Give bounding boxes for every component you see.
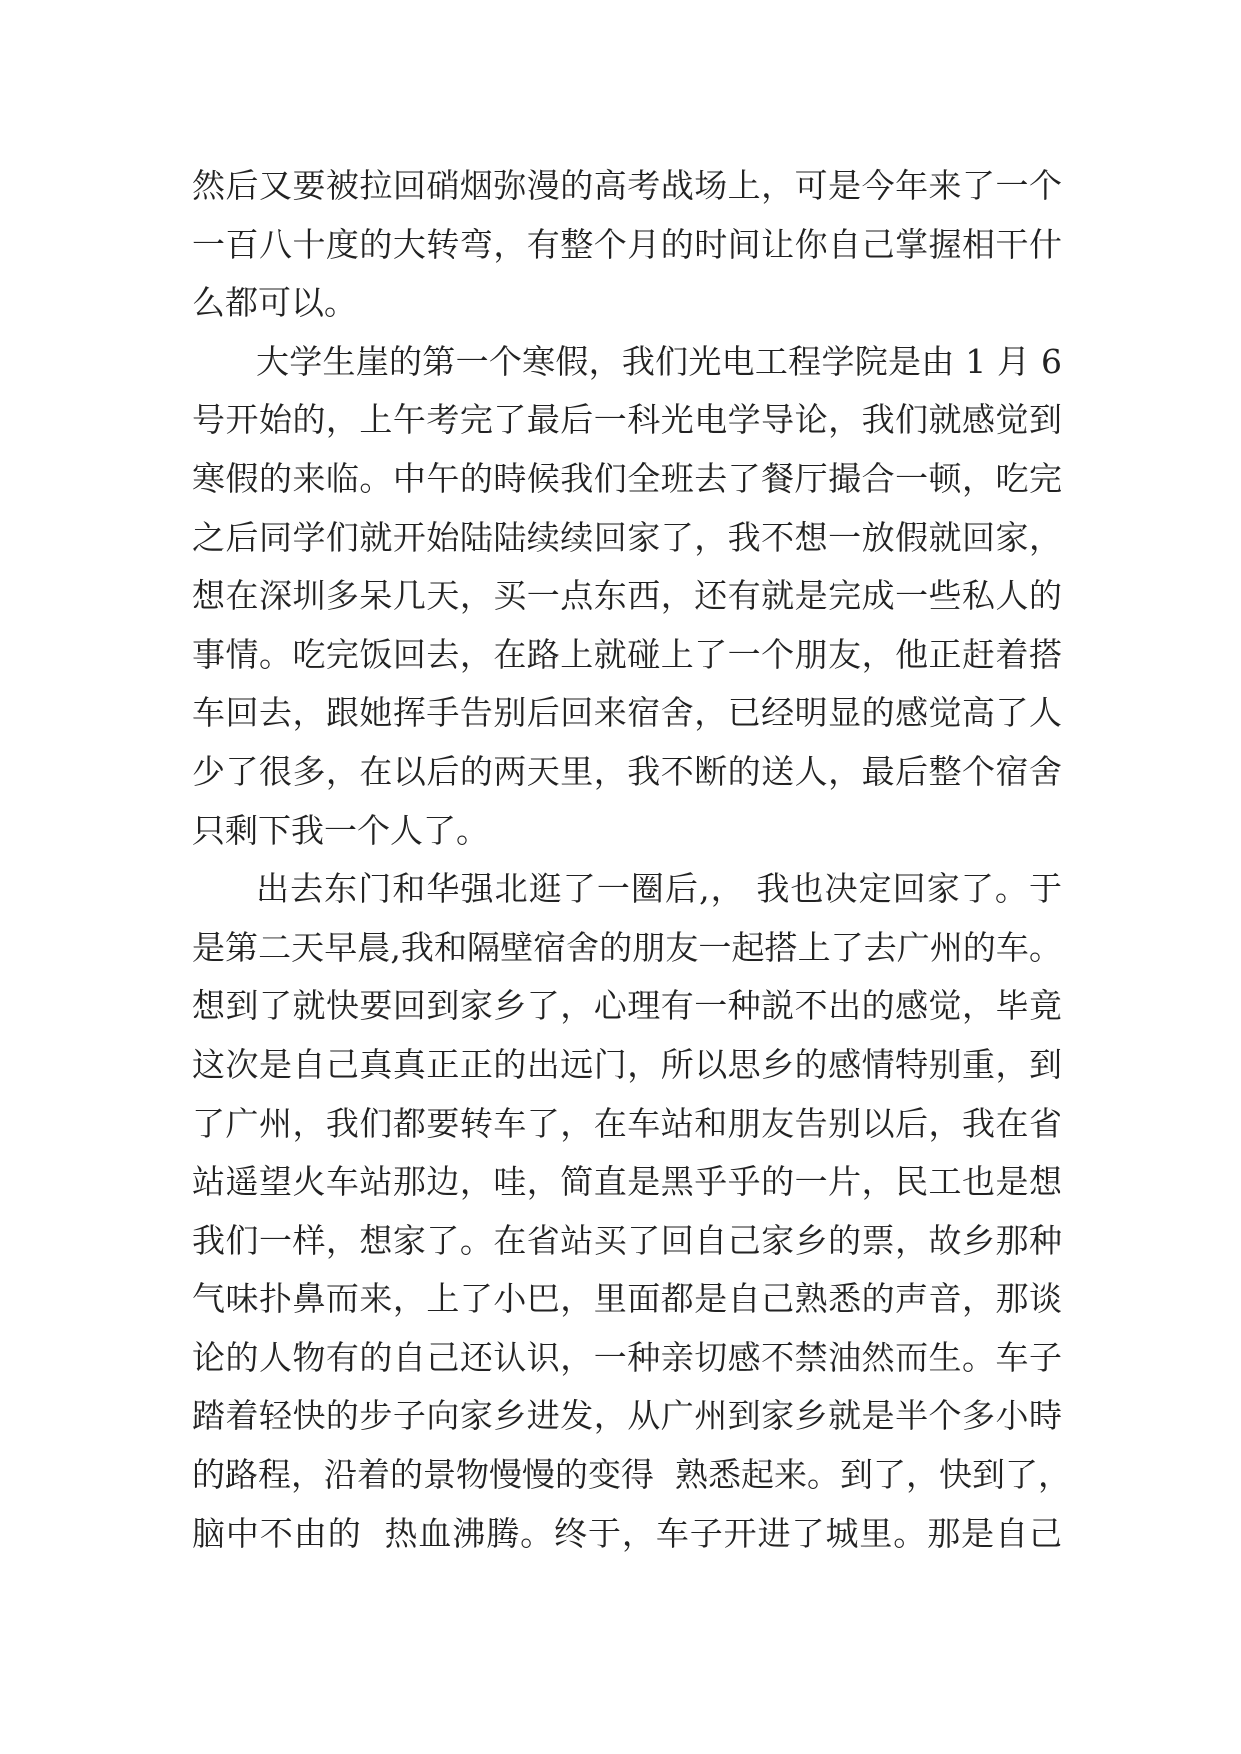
text-line: 事情。吃完饭回去，在路上就碰上了一个朋友，他正赶着搭 — [192, 634, 1062, 674]
text-line: 的路程，沿着的景物慢慢的变得 熟悉起来。到了，快到了， — [192, 1455, 1071, 1495]
body-text — [192, 157, 1071, 1563]
text-line: 大学生崖的第一个寒假，我们光电工程学院是由 1 月 6 — [256, 341, 1062, 381]
text-line: 寒假的来临。中午的時候我们全班去了餐厅撮合一顿，吃完 — [192, 458, 1062, 498]
text-line: 踏着轻快的步子向家乡进发，从广州到家乡就是半个多小時 — [192, 1396, 1062, 1436]
text-line: 论的人物有的自己还认识，一种亲切感不禁油然而生。车子 — [192, 1337, 1062, 1377]
text-line: 脑中不由的 热血沸腾。终于，车子开进了城里。那是自己 — [192, 1513, 1062, 1553]
text-line: 想在深圳多呆几天，买一点东西，还有就是完成一些私人的 — [192, 576, 1062, 616]
text-line: 想到了就快要回到家乡了，心理有一种説不出的感觉，毕竟 — [192, 986, 1062, 1026]
text-line: 车回去，跟她挥手告别后回来宿舍，已经明显的感觉高了人 — [192, 693, 1062, 733]
text-line: 么都可以。 — [192, 283, 357, 323]
text-line: 一百八十度的大转弯，有整个月的时间让你自己掌握相干什 — [192, 224, 1062, 264]
text-line: 然后又要被拉回硝烟弥漫的高考战场上，可是今年来了一个 — [192, 166, 1062, 205]
text-line: 我们一样，想家了。在省站买了回自己家乡的票，故乡那种 — [192, 1220, 1062, 1260]
text-line: 这次是自己真真正正的出远门，所以思乡的感情特别重，到 — [192, 1044, 1062, 1084]
text-line: 了广州，我们都要转车了，在车站和朋友告别以后，我在省 — [192, 1103, 1062, 1143]
text-line: 出去东门和华强北逛了一圈后,， 我也决定回家了。于 — [256, 869, 1062, 909]
text-line: 站遥望火车站那边，哇，简直是黑乎乎的一片，民工也是想 — [192, 1162, 1062, 1202]
text-line: 之后同学们就开始陆陆续续回家了，我不想一放假就回家， — [192, 517, 1062, 557]
text-line: 只剩下我一个人了。 — [192, 810, 489, 850]
text-line: 号开始的，上午考完了最后一科光电学导论，我们就感觉到 — [192, 400, 1062, 440]
text-line: 少了很多，在以后的两天里，我不断的送人，最后整个宿舍 — [192, 751, 1062, 791]
text-line: 气味扑鼻而来，上了小巴，里面都是自己熟悉的声音，那谈 — [192, 1279, 1062, 1319]
text-line: 是第二天早晨,我和隔壁宿舍的朋友一起搭上了去广州的车。 — [192, 927, 1062, 967]
